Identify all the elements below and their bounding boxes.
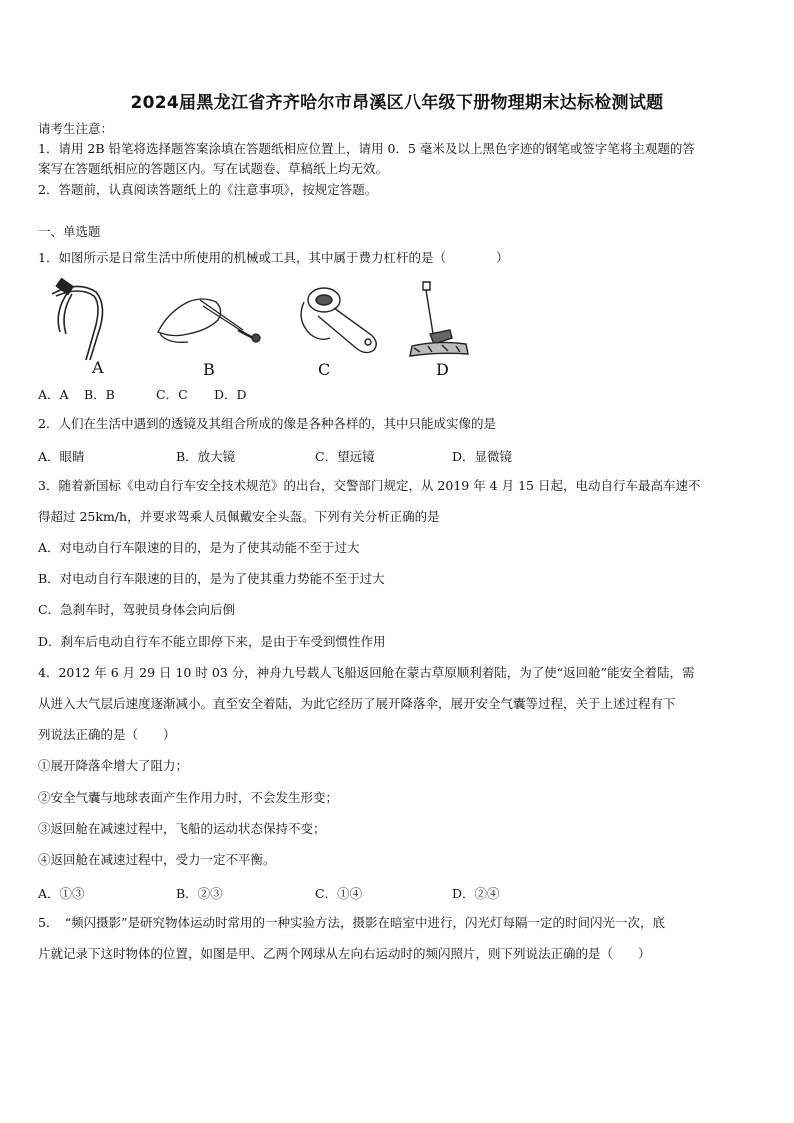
notice-heading: 请考生注意：: [38, 121, 114, 136]
figure-label-a: A: [92, 358, 104, 377]
question-4-statement-4: ④返回舱在减速过程中，受力一定不平衡。: [38, 852, 276, 867]
question-5-stem-line-1: 5． “频闪摄影”是研究物体运动时常用的一种实验方法，摄影在暗室中进行，闪光灯每隔一定的时间闪光一次，底: [38, 915, 665, 930]
notice-item-1-line-1: 1．请用 2B 铅笔将选择题答案涂填在答题纸相应位置上，请用 0．5 毫米及以上黑色字迹的钢笔或签字笔将主观题的答: [38, 141, 695, 156]
figure-label-c: C: [318, 360, 331, 379]
question-1-option-c[interactable]: C．C: [156, 387, 188, 402]
question-5-stem-line-2: 片就记录下这时物体的位置，如图是甲、乙两个网球从左向右运动时的频闪照片，则下列说法正确的是（ ）: [38, 946, 651, 961]
question-3-stem-line-1: 3．随着新国标《电动自行车安全技术规范》的出台，交警部门规定，从 2019 年 4 月 15 日起，电动自行车最高车速不: [38, 478, 701, 493]
question-1-stem: 1．如图所示是日常生活中所使用的机械或工具，其中属于费力杠杆的是（ ）: [38, 250, 509, 265]
question-2-option-a[interactable]: A．眼睛: [38, 449, 85, 464]
question-4-statement-2: ②安全气囊与地球表面产生作用力时，不会发生形变；: [38, 790, 339, 805]
question-3-option-d[interactable]: D．刹车后电动自行车不能立即停下来，是由于车受到惯性作用: [38, 634, 386, 649]
figure-label-d: D: [436, 360, 449, 379]
notice-item-2: 2．答题前，认真阅读答题纸上的《注意事项》，按规定答题。: [38, 182, 378, 197]
question-1-option-d[interactable]: D．D: [214, 387, 247, 402]
tools-illustration: [38, 272, 478, 382]
notice-item-1-line-2: 案写在答题纸相应的答题区内。写在试题卷、草稿纸上均无效。: [38, 161, 389, 176]
question-4-option-a[interactable]: A．①③: [38, 886, 85, 901]
question-1-option-a[interactable]: A．A: [38, 387, 69, 402]
question-1-figure: [38, 272, 478, 382]
page-title: 2024届黑龙江省齐齐哈尔市昂溪区八年级下册物理期末达标检测试题: [130, 93, 664, 113]
question-4-option-c[interactable]: C．①④: [315, 886, 363, 901]
question-4-stem-line-3: 列说法正确的是（ ）: [38, 727, 176, 742]
question-1-option-b[interactable]: B．B: [84, 387, 115, 402]
bottle-opener-tool-drawing: [301, 288, 376, 353]
question-3-option-c[interactable]: C．急刹车时，驾驶员身体会向后倒: [38, 602, 236, 617]
pincers-tool-drawing: [52, 279, 103, 360]
question-2-options: [38, 447, 598, 463]
question-4-stem-line-2: 从进入大气层后速度逐渐减小。直至安全着陆，为此它经历了展开降落伞，展开安全气囊等过程，关于上述过程有下: [38, 696, 676, 711]
question-4-option-b[interactable]: B．②③: [176, 886, 223, 901]
question-4-stem-line-1: 4．2012 年 6 月 29 日 10 时 03 分，神舟九号载人飞船返回舱在蒙古草原顺利着陆，为了使“返回舱”能安全着陆，需: [38, 665, 695, 680]
section-heading-single-choice: 一、单选题: [38, 224, 101, 239]
question-3-option-a[interactable]: A．对电动自行车限速的目的，是为了使其动能不至于过大: [38, 540, 360, 555]
question-3-option-b[interactable]: B．对电动自行车限速的目的，是为了使其重力势能不至于过大: [38, 571, 385, 586]
question-2-stem: 2．人们在生活中遇到的透镜及其组合所成的像是各种各样的，其中只能成实像的是: [38, 416, 496, 431]
question-1-options: [38, 385, 338, 401]
question-2-option-d[interactable]: D．显微镜: [452, 449, 513, 464]
question-2-option-c[interactable]: C．望远镜: [315, 449, 375, 464]
question-4-statement-1: ①展开降落伞增大了阻力；: [38, 758, 189, 773]
question-3-stem-line-2: 得超过 25km/h，并要求驾乘人员佩戴安全头盔。下列有关分析正确的是: [38, 509, 440, 524]
shovel-tool-drawing: [410, 282, 468, 356]
figure-label-b: B: [203, 360, 215, 379]
question-2-option-b[interactable]: B．放大镜: [176, 449, 236, 464]
question-4-option-d[interactable]: D．②④: [452, 886, 500, 901]
tweezers-tool-drawing: [158, 299, 260, 342]
question-4-statement-3: ③返回舱在减速过程中，飞船的运动状态保持不变；: [38, 821, 326, 836]
question-4-options: [38, 884, 598, 900]
